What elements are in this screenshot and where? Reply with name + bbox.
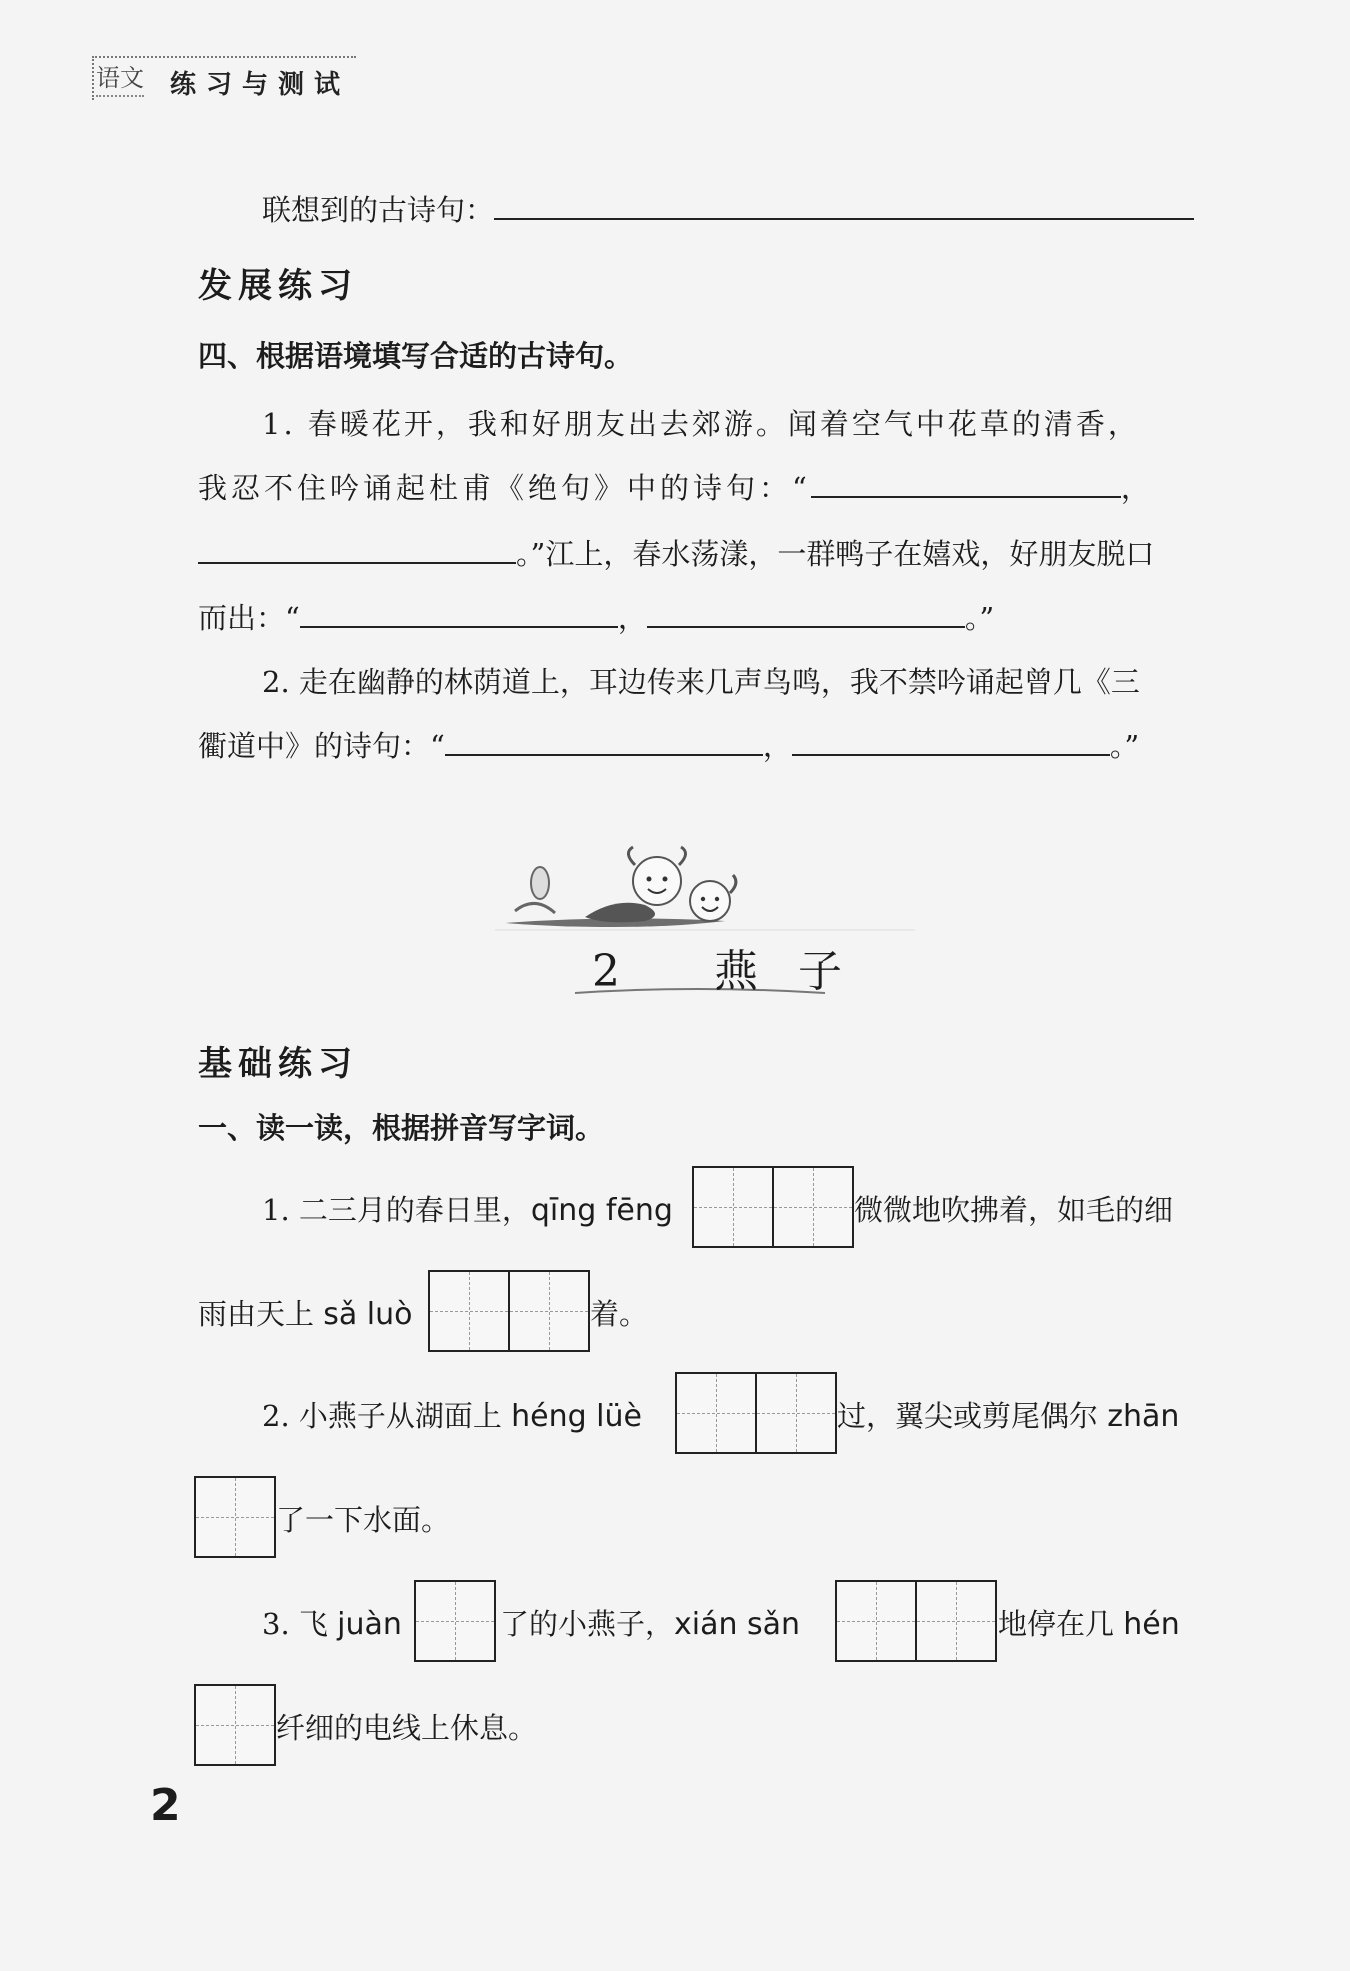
question-1-title: 一、读一读，根据拼音写字词。	[198, 1111, 605, 1145]
s3-line1-lead	[262, 1602, 402, 1643]
comma: ，	[617, 601, 647, 635]
s3-line1-mid	[500, 1602, 800, 1643]
lesson-name: 燕子	[714, 946, 882, 997]
association-line	[262, 188, 1194, 229]
answer-blank[interactable]	[445, 728, 763, 756]
s3-text: 3. 飞	[262, 1607, 328, 1641]
char-box-1[interactable]	[194, 1684, 276, 1766]
s1-line2-lead	[198, 1292, 413, 1333]
pinyin-sa-luo: sǎ luò	[323, 1297, 413, 1332]
section-title-develop: 发展练习	[198, 266, 358, 306]
answer-blank[interactable]	[792, 728, 1110, 756]
closing-quote: 。”	[1109, 729, 1140, 763]
comma: ，	[1120, 471, 1154, 505]
header-subject: 语文	[96, 58, 144, 97]
closing-quote: 。”	[964, 601, 995, 635]
q4-item1-line4-lead: 而出：“	[198, 601, 300, 635]
answer-blank[interactable]	[647, 600, 965, 628]
q4-item1-line2	[198, 466, 1154, 507]
s3-line1-tail	[998, 1602, 1180, 1643]
comma: ，	[762, 729, 792, 763]
section-title-basic: 基础练习	[198, 1044, 358, 1084]
char-box-2[interactable]	[428, 1270, 590, 1352]
s3-line2-tail: 纤细的电线上休息。	[276, 1711, 538, 1745]
q4-item2-line2	[198, 724, 1139, 765]
q4-item2-line1: 2. 走在幽静的林荫道上，耳边传来几声鸟鸣，我不禁吟诵起曾几《三	[262, 665, 1140, 699]
s1-line2-tail: 着。	[590, 1297, 649, 1331]
lesson-title	[592, 935, 882, 999]
pinyin-juan: juàn	[337, 1607, 402, 1642]
s1-text: 1. 二三月的春日里，	[262, 1193, 531, 1227]
header-book-title: 练习与测试	[170, 70, 351, 100]
char-box-2[interactable]	[675, 1372, 837, 1454]
s2-line1-tail	[837, 1394, 1179, 1435]
page-number: 2	[150, 1780, 181, 1831]
s3-tail-text: 地停在几	[998, 1607, 1115, 1641]
pinyin-qing-feng: qīng fēng	[530, 1193, 673, 1228]
q4-item2-lead: 衢道中》的诗句：“	[198, 729, 445, 763]
answer-blank[interactable]	[811, 470, 1121, 498]
q4-item1-lead: 我忍不住吟诵起杜甫《绝句》中的诗句：“	[198, 471, 811, 505]
q4-item1-line4	[198, 596, 994, 637]
q4-item1-line1: 1. 春暖花开，我和好朋友出去郊游。闻着空气中花草的清香，	[262, 407, 1140, 441]
char-box-1[interactable]	[414, 1580, 496, 1662]
q4-item1-line3	[198, 532, 1154, 573]
s2-line2-tail: 了一下水面。	[276, 1503, 451, 1537]
s1-line2-text: 雨由天上	[198, 1297, 315, 1331]
s2-line1-lead	[262, 1394, 642, 1435]
char-box-2[interactable]	[835, 1580, 997, 1662]
pinyin-hen: hén	[1123, 1607, 1180, 1642]
char-box-2[interactable]	[692, 1166, 854, 1248]
q4-item1-continuation: 。”江上，春水荡漾，一群鸭子在嬉戏，好朋友脱口	[516, 537, 1155, 571]
pinyin-xian-san: xián sǎn	[674, 1607, 801, 1642]
question-4-title: 四、根据语境填写合适的古诗句。	[198, 339, 634, 373]
s1-line1-tail: 微微地吹拂着，如毛的细	[854, 1193, 1174, 1227]
answer-blank[interactable]	[494, 192, 1194, 220]
association-label: 联想到的古诗句：	[262, 193, 495, 227]
s1-line1-lead	[262, 1188, 673, 1229]
lesson-number: 2	[592, 946, 660, 997]
s2-text: 2. 小燕子从湖面上	[262, 1399, 502, 1433]
pinyin-heng-lue: héng lüè	[511, 1399, 642, 1434]
s3-mid-text: 了的小燕子，	[500, 1607, 675, 1641]
s2-mid-text: 过，翼尖或剪尾偶尔	[837, 1399, 1099, 1433]
answer-blank[interactable]	[300, 600, 618, 628]
answer-blank[interactable]	[198, 536, 516, 564]
char-box-1[interactable]	[194, 1476, 276, 1558]
pinyin-zhan: zhān	[1107, 1399, 1180, 1434]
